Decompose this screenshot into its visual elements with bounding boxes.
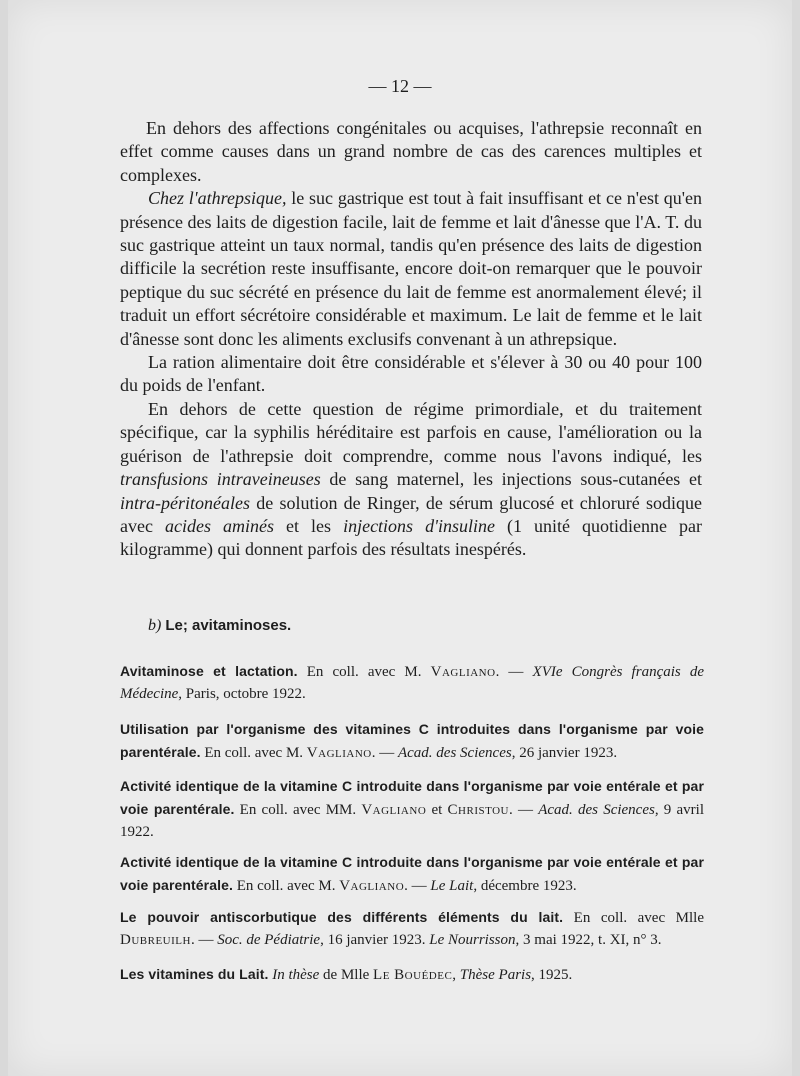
p4-e: de solution de Ringer, de sérum glucosé et chloruré sodique avec <box>120 492 702 536</box>
entry-mid: . — <box>495 664 533 680</box>
p4-d: intra-péritonéales <box>120 492 250 513</box>
entry-pre: En coll. avec M. <box>200 745 307 761</box>
body-text <box>120 117 702 562</box>
entry-author: Vagliano <box>430 664 496 680</box>
section-title: Le; avitaminoses. <box>165 617 292 634</box>
paragraph-4 <box>120 398 702 562</box>
entry-pre-2: de Mlle <box>319 967 374 983</box>
p4-f: acides aminés <box>165 515 275 536</box>
entry-pre: En coll. avec M. <box>297 664 431 680</box>
entry-source: Le Lait <box>430 878 474 894</box>
entry-italic-pre: In thèse <box>272 967 320 983</box>
paragraph-2-text: le suc gastrique est tout à fait insuffisant et ce n'est qu'en présence des laits de digestion facile, lait de femme et lait d'ânesse que l'A. T. du suc gastrique atteint un taux normal, tandis qu'en présence des laits de digestion difficile la secrétion reste insuffisante, encore doit-on remarquer que le pouvoir peptique du suc sécrété en présence du lait de femme est anormalement élevé; il traduit un effort sécrétoire considérable et maximum. Le lait de femme et le lait d'ânesse sont donc les aliments exclusifs convenant à un athrepsique. <box>120 188 702 349</box>
entry-post-2: , 3 mai 1922, t. XI, n° 3. <box>515 932 662 948</box>
entry-author: Le Bouédec <box>373 967 453 983</box>
entry-source: Thèse Paris <box>459 967 532 983</box>
entry-author: Dubreuilh <box>120 932 191 948</box>
paragraph-1: En dehors des affections congénitales ou acquises, l'athrepsie reconnaît en effet comme causes dans un grand nombre de cas des carences multiples et complexes. <box>120 118 702 185</box>
entry-title: Activité identique de la vitamine C introduite dans l'organisme par voie entérale et par voie parentérale. <box>120 854 704 893</box>
p4-a: En dehors de cette question de régime primordiale, et du traitement spécifique, car la syphilis héréditaire est parfois en cause, l'amélioration ou la guérison de l'athrepsie doit comprendre, comme nous l'avons indiqué, les <box>120 398 702 466</box>
entry-source-2: Le Nourrisson <box>429 932 516 948</box>
biblio-entry-2 <box>120 718 704 764</box>
biblio-entry-4 <box>120 851 704 897</box>
p4-i: (1 unité quotidienne par kilogramme) qui donnent parfois des résultats inespérés. <box>120 515 702 560</box>
p4-h: injections d'insuline <box>343 515 495 536</box>
entry-title: Utilisation par l'organisme des vitamines C introduites dans l'organisme par voie parentérale. <box>120 721 704 760</box>
entry-source: Soc. de Pédiatrie <box>217 932 321 948</box>
entry-pre: En coll. avec MM. <box>234 802 362 818</box>
entry-post: , 9 avril 1922. <box>120 802 705 840</box>
biblio-entry-1 <box>120 660 704 705</box>
entry-pre: En coll. avec Mlle <box>563 910 704 926</box>
paragraph-3: La ration alimentaire doit être considérable et s'élever à 30 ou 40 pour 100 du poids de l'enfant. <box>120 352 702 396</box>
entry-post: , 1925. <box>531 967 573 983</box>
entry-mid: , <box>452 967 460 983</box>
entry-mid: . — <box>190 932 218 948</box>
entry-author: Vagliano <box>306 745 372 761</box>
entry-title: Activité identique de la vitamine C introduite dans l'organisme par voie entérale et par voie parentérale. <box>120 778 704 817</box>
section-letter: b) <box>148 617 162 634</box>
entry-author: Vagliano <box>339 878 405 894</box>
entry-title: Avitaminose et lactation. <box>120 663 298 679</box>
entry-post: , 26 janvier 1923. <box>511 745 618 761</box>
page-number: — 12 — <box>368 76 432 96</box>
entry-mid-2: . — <box>509 802 539 818</box>
paragraph-2-lead: Chez l'athrepsique, <box>148 188 287 209</box>
biblio-entry-6 <box>120 963 704 986</box>
biblio-entry-5 <box>120 906 704 951</box>
entry-source: XVIe Congrès français de Médecine <box>120 664 704 702</box>
section-heading <box>148 617 291 635</box>
entry-source: Acad. des Sciences <box>397 745 512 761</box>
paragraph-2 <box>120 187 702 351</box>
entry-title: Les vitamines du Lait. <box>120 966 269 982</box>
entry-pre: En coll. avec M. <box>232 878 340 894</box>
p4-c: de sang maternel, les injections sous-cutanées et <box>320 469 702 490</box>
biblio-entry-3 <box>120 775 704 843</box>
entry-mid: . — <box>371 745 398 761</box>
entry-mid: . — <box>404 878 431 894</box>
entry-title: Le pouvoir antiscorbutique des différents éléments du lait. <box>120 909 564 925</box>
p4-g: et les <box>274 515 344 536</box>
entry-post: , décembre 1923. <box>473 878 577 894</box>
entry-author-2: Christou <box>447 802 510 818</box>
entry-mid: et <box>426 802 448 818</box>
entry-author: Vagliano <box>361 802 427 818</box>
entry-post: , Paris, octobre 1922. <box>178 686 306 702</box>
entry-post: , 16 janvier 1923. <box>320 932 430 948</box>
entry-source: Acad. des Sciences <box>538 802 655 818</box>
p4-b: transfusions intraveineuses <box>120 469 321 490</box>
